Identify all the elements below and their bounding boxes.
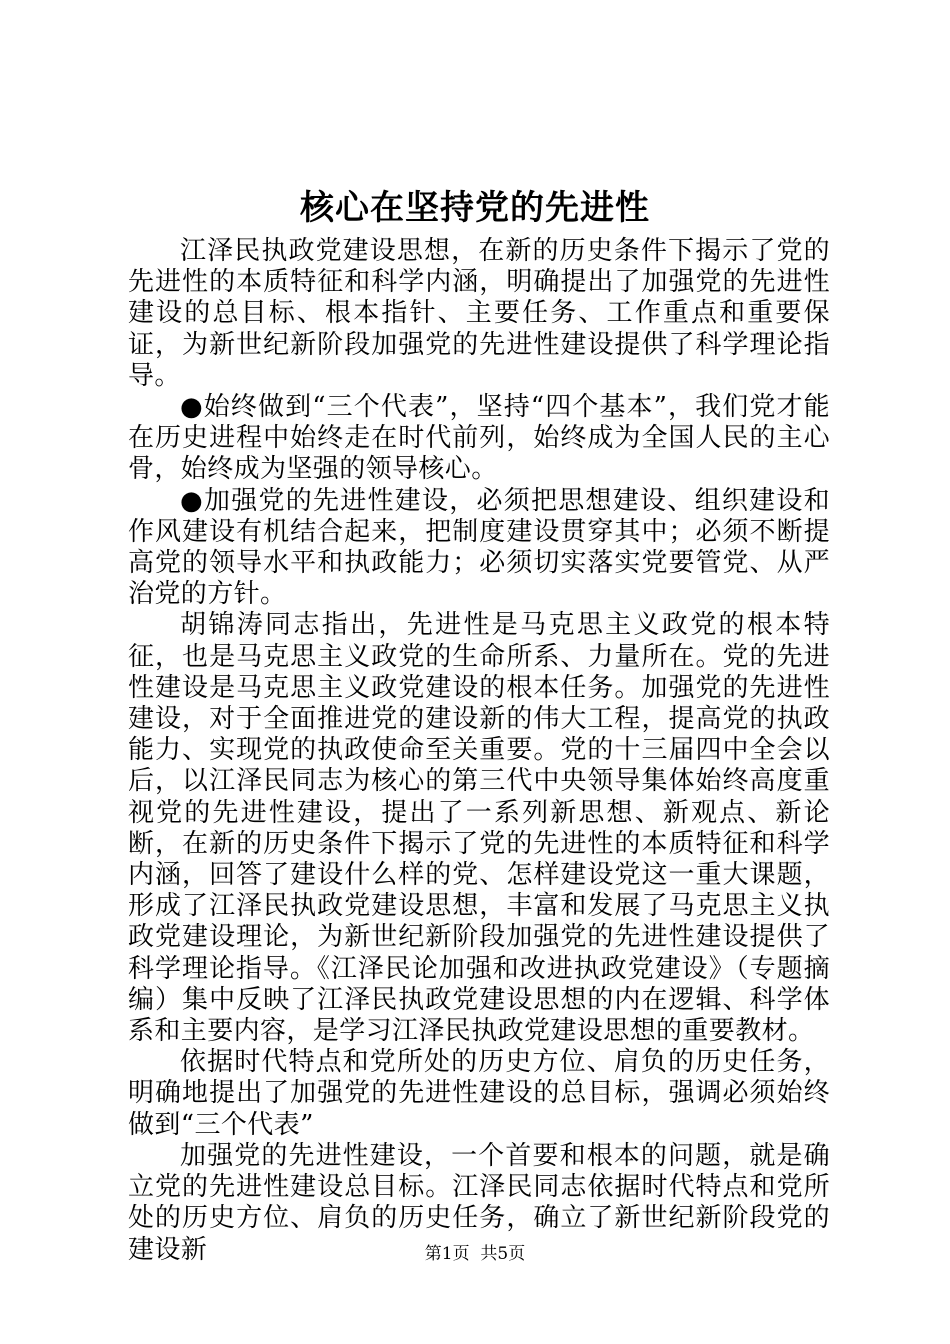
paragraph-1: 江泽民执政党建设思想，在新的历史条件下揭示了党的先进性的本质特征和科学内涵，明确提出了加强党的先进性建设的总目标、根本指针、主要任务、工作重点和重要保证，为新世纪新阶段加强党的先进性建设提供了科学理论指导。 (128, 236, 830, 391)
paragraph-4: 胡锦涛同志指出，先进性是马克思主义政党的根本特征，也是马克思主义政党的生命所系、力量所在。党的先进性建设是马克思主义政党建设的根本任务。加强党的先进性建设，对于全面推进党的建设新的伟大工程，提高党的执政能力、实现党的执政使命至关重要。党的十三届四中全会以后，以江泽民同志为核心的第三代中央领导集体始终高度重视党的先进性建设，提出了一系列新思想、新观点、新论断，在新的历史条件下揭示了党的先进性的本质特征和科学内涵，回答了建设什么样的党、怎样建设党这一重大课题，形成了江泽民执政党建设思想，丰富和发展了马克思主义执政党建设理论，为新世纪新阶段加强党的先进性建设提供了科学理论指导。《江泽民论加强和改进执政党建设》（专题摘编）集中反映了江泽民执政党建设思想的内在逻辑、科学体系和主要内容，是学习江泽民执政党建设思想的重要教材。 (128, 610, 830, 1047)
page-number: 第1页 (424, 1244, 470, 1264)
page-footer (0, 1242, 950, 1266)
paragraph-5: 依据时代特点和党所处的历史方位、肩负的历史任务，明确地提出了加强党的先进性建设的总目标，强调必须始终做到“三个代表” (128, 1047, 830, 1140)
document-body (128, 236, 830, 1266)
page-total: 共5页 (480, 1244, 526, 1264)
footer-spacer (470, 1244, 481, 1264)
paragraph-2: ●始终做到“三个代表”，坚持“四个基本”，我们党才能在历史进程中始终走在时代前列，始终成为全国人民的主心骨，始终成为坚强的领导核心。 (128, 392, 830, 485)
document-title: 核心在坚持党的先进性 (300, 188, 650, 228)
paragraph-6: 加强党的先进性建设，一个首要和根本的问题，就是确立党的先进性建设总目标。江泽民同志依据时代特点和党所处的历史方位、肩负的历史任务，确立了新世纪新阶段党的建设新 (128, 1140, 830, 1265)
paragraph-3: ●加强党的先进性建设，必须把思想建设、组织建设和作风建设有机结合起来，把制度建设贯穿其中；必须不断提高党的领导水平和执政能力；必须切实落实党要管党、从严治党的方针。 (128, 485, 830, 610)
